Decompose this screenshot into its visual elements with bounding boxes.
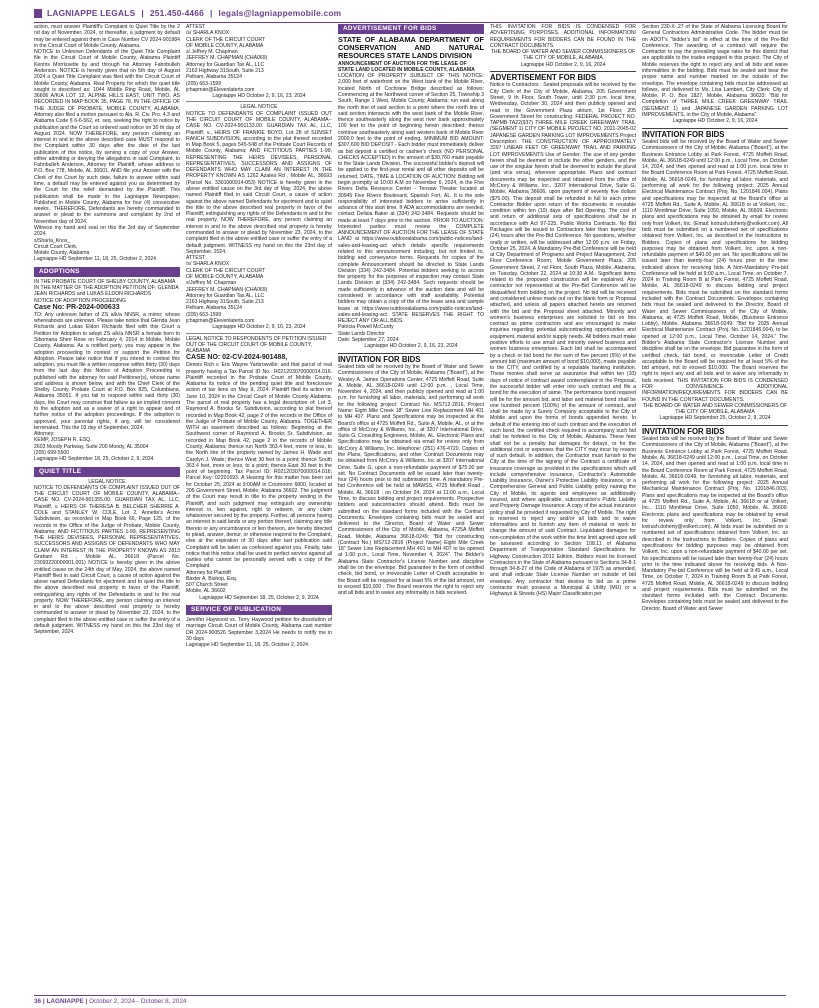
board-name: THE BOARD OF WATER AND SEWER COMMISSIONERS OF THE CITY OF MOBILE, ALABAMA [642, 402, 788, 416]
quiet-title-continuation: action, must answer Plaintiff's Complaint to Quiet Title by the 2 nd day of November, 2024, or thereafter, a judgment by default may be entered against them in Case Number CV 2024-901984 in the Circuit Court of Mobile County, Alabama. [34, 24, 180, 49]
signature-line: CLERK OF THE CIRCUIT COURT [186, 36, 266, 43]
adoption-address: 2603 Moody Parkway, Suite 200 Moody, AL 35004 [34, 443, 149, 450]
adoption-notice-title: NOTICE OF ADOPTION PROCEEDING [34, 297, 126, 304]
column-4 [490, 24, 636, 992]
footer-brand: LAGNIAPPE [46, 998, 84, 1005]
signature-line: Pelham, Alabama 35124 [186, 74, 243, 81]
invitation-for-bids-heading: INVITATION FOR BIDS [338, 354, 421, 364]
header-separator: | [210, 8, 213, 18]
publication-ref: Lagniappe HD October 2, 9, 16, 23, 2024 [364, 343, 458, 350]
page-header [34, 6, 786, 20]
witness-line: Witness my hand and seal on this the 3rd day of September 2024. [34, 225, 180, 238]
divider [338, 353, 484, 354]
column-3 [338, 24, 484, 992]
adoption-case-number: Case No: PR-2024-000633 [34, 303, 120, 311]
attest-label: ATTEST [186, 24, 206, 30]
signature-line: OF MOBILE COUNTY, ALABAMA [186, 273, 264, 280]
adoption-firm: KEMP, JOSEPH R. ESQ. [34, 437, 92, 444]
invitation-body: Sealed bids will be received by the Board of Water and Sewer Commissioners of the City of Mobile, Alabama ("Board"), at the Business Entrance Lobby at Park Forest, 4725 Moffett Road, Mobile, AL 36618-0249 until 12:00 p.m., Local Time, on October 14, 2024, and then opened and read at 1:00 p.m. local time in the Board Conference Room at Park Forest, 4725 Moffett Road, Mobile, AL 36618-0249, for furnishing all labor, materials, and performing all work for the following project: 2025 Annual Mechanical Maintenance Contract (Proj. No. 1201846.003). Plans and specifications may be inspected at the Board's office at 4725 Moffett Rd., Suite A, Mobile, AL 36618 or at Volkert, Inc., 1110 Montlimar Drive, Suite 1050, Mobile, AL 36609. Electronic plans and specifications may be obtained by email for review only from Volkert, Inc. (Email: kotrush.doherty@volkert.com). All bids must be submitted on a numbered set of specifications obtained from Volkert, Inc. as described in the Instructions to Bidders. Copies of plans and specifications for bidding purposes may be obtained from Volkert, Inc. upon a non-refundable payment of $40.00 per set. No specifications will be issued later than twenty-four (24) hours prior to the time indicated above for receiving bids. A Non-Mandatory Pre-bid Conference will be held at 9:45 a.m., Local Time, on October 7, 2024 in Training Room B at Park Forest, 4725 Moffett Road, Mobile, AL 36618-0249 to discuss bidding and project requirements. Bids must be submitted on the standard forms included with the Contract Documents. Envelopes containing bids must be sealed and delivered to the Director, Board of Water and Sewer [642, 436, 788, 612]
publication-ref: Lagniappe HD October 2, 9, 16, 23, 2024 [212, 324, 306, 331]
signature-line: (205) 663-1599 [186, 80, 222, 87]
publication-ref: Lagniappe HD September 11, 18, 25, October 2, 2024 [186, 642, 308, 649]
petition-body: Dennis Rich v. Eric Wayne Yarbrowville; and that parcel of real property having a Tax Parcel ID No.: R021203070000014.016. Plaintiff recorded in the Probate Court of Mobile County, Alabama its notice of the pending quiet title and foreclosure action of tax liens on May 9, 2024. Plaintiff filed its action on June 10, 2024 in the Circuit Court of Mobile County Alabama. The parcel of real property has a legal description of: Lot 3, Raymond A. Brooks Sr. Subdivision, according to plat thereof recorded in Map Book 42, page 2 of the records in the Office of the Judge of Probate of Mobile County, Alabama. TOGETHER WITH an easement described as follows: Beginning at the Southwest corner of Raymond A. Brooks Sr. Subdivision, as recorded in Map Book 42, page 2 in the records of Mobile County, Alabama; thence run North 363.4 feet, more or less, to the North line of the property owned by James H. Wade and Carolyn J. Wade; thence West 30 feet to a point; thence South 363.4 feet, more or less, to a point; thence East 30 feet to the point of beginning. Tax Parcel ID: R021203070000014.016; Parcel Key: 02201693. A Hearing for this matter has been set for October 25, 2024 at 9:00AM in Courtroom 6800, located at 205 Government Street, Mobile, Alabama 36602. The judgment of the Court may result in title to the property vesting in the Plaintiff, and such judgment may extinguish any ownership interest in, lien against, right to redeem, or any claim whatsoever secured by the property. Further, all persons having an interest in said lands or any portion thereof, claiming any title thereto or any encumbrance or lien thereon, are hereby directed to plead, answer, demur, or otherwise respond to the Complaint, else at the expiration of 30 days after last publication said Complaint will be taken as confessed against you. Finally, take notice that this notice shall be used to perfect service against all parties who cannot be personally served with a copy of the Complaint. [186, 362, 332, 570]
signature-line: CLERK OF THE CIRCUIT COURT [186, 267, 266, 274]
divider [642, 425, 788, 426]
adoption-attorney: Attorney: [34, 431, 55, 438]
signature-line: JEFFREY M. CHAPMAN (CHA069) [186, 286, 268, 293]
divider [186, 333, 332, 334]
advertisement-continuation: Section 230-X-.27 of the State of Alabama Licensing Board for General Contractors Administrative Code. The bidder must be on ADOT's "bidder's list" in effect at the time of the Pre-Bid Conference. The awarding of a contract will require the Contractor to pay the prevailing wage rates for this district that are applicable to the trades engaged in this project. The City of Mobile reserves the right to reject any and all bids and waive informalities in the bidding. Bids must be sealed and bear the proper name and number marked on the outside of the envelope. The envelope containing bids must be addressed as follows, and delivered to Ms. Lisa Lambert, City Clerk; City of Mobile, P. O. Box 1827, Mobile, Alabama 36633: "Bid for Completion of THREE MILE CREEK GREENWAY TRAIL (SEGMENT 1) and JAPANESE GARDEN PARKING LOT IMPROVEMENTS, in the City of Mobile, Alabama". [642, 24, 788, 118]
header-separator: | [141, 8, 144, 18]
invitation-body: Sealed bids will be received by the Board of Water and Sewer Commissioners of the City of Mobile, Alabama ("Board"), at the Wesley A. James Operations Center, 4725 Moffett Road, Suite A, Mobile, AL 36618-0249 until 12:00 p.m. , Local Time, November 4, 2024, and then publicly opened and read at 1:00 p.m. for furnishing all labor, materials, and performing all work for the following project: Contract No. MS712-2816, Project Name: Eight Mile Creek 18" Sewer Line Replacement MH 401 to MH 407. Plans and Specifications may be inspected at the Board's office at 4725 Moffett Rd., Suite A, Mobile, AL, or at the office of McCrory & Williams, Inc., at 3207 International Drive, Suite G, Consulting Engineers, Mobile, AL. Electronic Plans and Specifications may be obtained via email for review only from McCrory & Williams, Inc. telephone: (251) 476-4720. Copies of the Plans, Specifications, and other Contract Documents may be obtained from McCrory & Williams, Inc at 3207 International Drive, Suite G, upon a non-refundable payment of $75.00 per set. No Contract Documents will be issued later than twenty-four (24) hours prior to bid submission time. A mandatory Pre-bid Conference will be held at MAWSS, 4725 Moffett Road , Mobile, AL 36618 , on October 24, 2024 at 11:00 a.m., Local Time, to discuss bidding and project requirements. Prospective bidders and subcontractors should attend. Bids must be submitted on the standard forms included with the Contract Documents. Envelopes containing bids must be sealed and delivered to the Director, Board of Water and Sewer Commissioners of the City of Mobile, Alabama, 4725A Moffett Road, Mobile, Alabama 36618-0249: "Bid for constructing (Contract No.) MS712-2816 (Project Name) Eight Mile Creek 18" Sewer Line Replacement MH 401 to MH 407 to be opened at 1:00 p.m., Local Time, November 4, 2024". The Bidder's Alabama State Contractor's License Number and discipline shall be on the envelope. Bid guarantee in the form of certified check, bid bond, or irrevocable Letter of Credit acceptable to the Board will be required for at least 5% of the bid amount, not to exceed $10,000 . The Board reserves the right to reject any and all bids and to waive any informality in bids received. [338, 364, 484, 597]
divider [490, 71, 636, 72]
petition-notice-title: LEGAL NOTICE TO RESPONDENTS OF PETITION ISSUED OUT OF THE CIRCUIT COURT OF MOBILE COUNTY, ALABAMA [186, 335, 327, 355]
header-rule [34, 22, 786, 23]
signature-email: jchapman@Elevenlaterts.com [186, 317, 255, 324]
divider [186, 101, 332, 102]
column-5 [642, 24, 788, 992]
adoption-matter: IN THE MATTER OF THE ADOPTION PETITION OF: GLENDA JEAN RICHARDS and LUKAS ELDON RICHARDS [34, 284, 179, 298]
advertisement-body: Notice to Contractors : Sealed proposals will be received by the City Clerk of the City of Mobile, Alabama, 205 Government Street, 9 th Floor, South Tower, until 2:30 p.m. local time, Wednesday, October 30, 2024 and then publicly opened and read in the Government Plaza atrium, 1st Floor, 205 Government Street for constructing: FEDERAL PROJECT NO. TAPMB-TA22(937) THREE MILE CREEK GREENWAY TRAIL (SEGMENT 1) CITY OF MOBILE PROJECT NO. 2021-2045-02 JAPANESE GARDEN PARKING LOT IMPROVEMENTS Project Description: THE CONSTRUCTION OF APPROXIMATELY 3297 LINEAR FEET OF GREENWAY TRAIL AND PARKING LOT IMPROVEMENTS Use of Gender. The use of any gender herein shall be deemed or include the other genders, and the use of the singular herein shall be deemed to include the plural (and vice versa), wherever appropriate. Plans and contract documents may be inspected and obtained from the office of McCrory & Williams, Inc., 3207 International Drive, Suite G, Mobile, Alabama 36606, upon payment of seventy five dollars ($75.00). This deposit shall be refunded in full to each prime Contractor Bidder upon return of the documents in reusable condition within ten (10) days after Bid Opening. The cost of and return of additional sets of specifications shall be in accordance with Act 97-225, Public Works Contracts. No Bid Packages will be issued to Contractors later than twenty-four (24) hours after the Pre-Bid Conference. No questions, whether orally or written, will be addressed after 12:00 p.m. on Friday, October 25, 2024. A Mandatory Pre-Bid Conference will be held at City Department of Programs and Project Management, 2nd Floor Conference Room, Mobile Government Plaza, 205 Government Street, 2 nd Floor, South Plaza, Mobile, Alabama, on Tuesday, October 22, 2024 at 10:30 A.M.. Significant items related to the proposed construction will be explained. Any contractor not represented at the Pre-Bid Conference will be disqualified from bidding on the project. No bid will be received and considered unless made out on the blank form or Proposal attached, and unless all papers attached hereto are returned with the bid and the Proposal sheet attached. Minority and women's business enterprises are solicited to bid on this contract as prime contractors and are encouraged to make inquiries regarding potential subcontracting opportunities and equipment, material and/or supply needs. All bidders must make positive efforts to use small and minority owned business and women business enterprises. Each bid shall be accompanied by a check or bid bond for the sum of five percent (5%) of the amount bid (maximum amount of bond $10,000), made payable to the CITY, and certified by a reputable banking institution. These monies shall serve as assurance that within ten (10) days of notice of contract award contemplated in the Proposal, the successful bidder will enter into such contract and file a bond for the execution of same. The performance bond required will be for the amount bid, and labor and material bond shall be one hundred percent (100%) of the amount of contract, and shall be made by a Surety Company acceptable to the City of Mobile and upon the forms of bonds appended hereto. In default of the entering into of such contract and the execution of such bond, the certified check required to accompany such bid shall be forfeited to the City of Mobile, Alabama. These fees shall not be a penalty but damages for delays, or for the additional cost or expenses that the CITY may incur by reason of such default. In addition, the Contractor must furnish to the City at the time of the signing of the Contract a certificate of insurance coverage as provided in the specifications which will include comprehensive insurance, Contractor's Automobile Liability Insurance, Owner's Protective Liability Insurance, or a Comprehensive General and Public Liability policy naming the City of Mobile, its agents and employees as additionally insured, and where applicable, subcontractor's Public Liability and Property Damage Insurance. A copy of the actual insurance policy shall be provided if requested by City of Mobile. The right is reserved to reject any and/or all bids and to waive informalities and to furnish any item of material or work to change the amount of said Contract. Liquidated damages for non-completion of the work within the time limit agreed upon will be assessed according to Section 108.11 of Alabama Department of Transportation Standard Specifications for Highway Construction 2012 Edition. Bidders must be licensed Contractors in the State of Alabama pursuant to Sections 34-8-1 through 34-8-27 of the Code of Alabama of 1975 as amended, and shall indicate State License Number on outside of bid envelope. Any contractor that desires to bid as a prime contractor must possess a Municipal & Utility (MU) or a Highways & Streets (HS) Major Classification per [490, 82, 636, 598]
advertisement-for-bids-heading: ADVERTISEMENT FOR BIDS [490, 72, 597, 82]
section-banner-service-of-publication: SERVICE OF PUBLICATION [186, 605, 332, 615]
signature-line: Patricia Powell McCurdy [338, 324, 394, 331]
signature-line: JEFFREY M. CHAPMAN (CHA069) [186, 55, 268, 62]
signature-email: jchapman@Elevenlaterts.com [186, 86, 255, 93]
header-email[interactable]: legals@lagniappemobile.com [218, 8, 342, 18]
legal-notice-body: NOTICE TO DEFENDANTS OF COMPLAINT ISSUED OUT THE CIRCUIT COURT OF MOBILE COUNTY, ALABAMA--CASE NO. CV-2024-901133.00. GUARDIAN TAX AL, LLC, Plaintiff, v., HEIRS OF FRANKIE BOYD, Lot 28 of SUNSET RANCH SUBDIVISION, according to the plat thereof recorded in Map Book 5, pages 545-548 of the Probate Court Records of Mobile County, Alabama; AND FICTITIOUS PARTIES 1-99, REPRESENTING THE HEIRS DEVISEES, PERSONAL REPRESENTATIVES, SUCCESSORS AND ASSIGNS OF DEFENDANTS WHO MAY CLAIM AN INTEREST IN THE PROPERTY KNOWN AS 1262 Azalea Rd , Mobile AL, 36693 (Parcel No. 3301000914-053) NOTICE is hereby given in the above entitled cause on the 3rd day of May, 2024, the above named Plaintiff filed in said Circuit Court, a cause of action against the above named Defendants for ejectment and to quiet the title to the above described real property in favor of the Plaintiff, extinguishing any rights of the Defendants in and to the real property. NOW THEREFORE, any person claiming an interest in and to the above described real property is hereby commanded to answer or plead by November 23, 2024, to the complaint filed in the above entitled case or suffer the entry of a default judgment. WITNESS my hand on this the 23rd day of September, 2024. [186, 110, 332, 255]
signature-line: Date: September 27, 2024 [338, 336, 399, 343]
publication-ref: Lagniappe HD September 11, 18, 25, October 2, 2024 [34, 256, 156, 263]
signature-line: s/Sharla_Knox_ [34, 237, 71, 244]
publication-ref: Lagniappe HD October 2, 9, 16, 2024 [672, 118, 758, 125]
signature-line: State Lands Director [338, 330, 385, 337]
signature-line: Mobile County, Alabama [34, 250, 90, 257]
attorney-line: Mobile, AL 36602 [186, 588, 226, 595]
invitation-body: Sealed bids will be received by the Board of Water and Sewer Commissioners of the City of Mobile, Alabama ("Board"), at the Business Entrance Lobby at Park Forest, 4725 Moffett Road, Mobile, AL 36618-0249 until 12:00 p.m., Local Time, on October 14, 2024, and then opened and read at 1:00 p.m. local time in the Board Conference Room at Park Forest, 4725 Moffett Road, Mobile, AL 36618-0249, for furnishing all labor, materials, and performing all work for the following project: 2025 Annual Electrical Maintenance Contract (Proj. No. 1201846.004). Plans and specifications may be inspected at the Board's office at 4725 Moffett Rd., Suite A, Mobile, AL 36618 or at Volkert, Inc., 1110 Montlimar Drive, Suite 1050, Mobile, AL 36609. Electronic plans and specifications may be obtained by email for review only from Volkert, Inc. (Email: kotrush.doherty@volkert.com). All bids must be submitted on a numbered set of specifications obtained from Volkert, Inc. as described in the Instructions to Bidders. Copies of plans and specifications for bidding purposes may be obtained from Volkert, Inc. upon a non-refundable payment of $40.00 per set. No specifications will be issued later than twenty-four (24) hours prior to the time indicated above for receiving bids. A Non-Mandatory Pre-bid Conference will be held at 9:00 a.m., Local Time, on October 7, 2024 in Training Room B at Park Forest, 4725 Moffett Road, Mobile, AL 36618-0249 to discuss bidding and project requirements. Bids must be submitted on the standard forms included with the Contract Documents. Envelopes containing bids must be sealed and delivered to the Director, Board of Water and Sewer Commissioners of the City of Mobile, Alabama, at 4725 Moffett Road, Mobile, (Business Entrance Lobby), Mobile, Alabama 36618-0249: "Bid for 2025 Annual Electrical Maintenance Contract (Proj. No. 1201846.004), to be opened at 12:00 p.m., Local Time, October 14, 2024." The Bidder's Alabama State Contractor's License Number and discipline shall be on the envelope. Bid guarantee in the form of certified check, bid bond, or irrevocable Letter of Credit acceptable to the Board will be required for at least 5% of the bid amount, not to exceed $10,000. The Board reserves the right to reject any and all bids and to waive any informality in bids received. THIS INVITATION FOR BIDS IS CONDENSED FOR CONVENIENCE. ADDITIONAL INFORMATION/REQUIREMENTS FOR BIDDERS CAN BE FOUND IN THE CONTRACT DOCUMENTS. [642, 139, 788, 403]
footer-separator: | [85, 998, 90, 1005]
adoption-body: TO: Any unknown father of ZS a/k/a NNSR, a minor; whose whereabouts are unknown. Please take notice that Glenda Jean Richards and Lukas Eldon Richards filed with this Court a Petition for Adoption to adopt ZS a/k/a NNSR a female born to Sibomana Sheri Rose on February 4, 2014 in Mobile, Mobile County, Alabama. As a notified party, you may appear in the adoption proceeding to contest or support the Petition for Adoption. Please take notice that if you intend to contest this adoption, you must file a written response within thirty (30) days from the last day this Notice of Adoption Proceeding is published with the attorney for said Petitioner(s), whose name and address is shown below, and with the Chief Clerk of the Shelby County Probate Court at P.O. Box 825, Columbiana, Alabama 35051. If you fail to respond within said thirty (30) days, the Court may construe that failure as an implied consent to the adoption and as a waiver of a right to appear and of further notice of the adoption proceedings. If the adoption is approved, your parental rights, if any, will be considered terminated. This the 03 day of September, 2024. [34, 311, 180, 431]
divider [642, 128, 788, 129]
publication-ref: Lagniappe HD October 2, 9, 16, 2024 [520, 61, 606, 68]
section-banner-adoptions: ADOPTIONS [34, 267, 180, 277]
publication-ref: Lagniappe HD October 2, 9, 16, 23, 2024 [212, 93, 306, 100]
signature-line: Attorney for Guardian Tax AL, LLC [186, 292, 265, 299]
quiet-title-notice: NOTICE to Unknown Defendants of the Quiet Title Complaint file in the Circuit Court of Mobile County, Alabama Plaintiff Kentris Morrissette by and through his Attorney Fahnbulleh Anderson. NOTICE is hereby given that on 5th day of August 2024 a Quiet Title Complaint was filed with the Circuit Court of Mobile County, Alabama. Real Property for which the quiet title sought is described as: 1044 Middle Ring Road, Mobile, AL 36606 A/K/A LOT 12, ALPINE HILLS EAST, UNIT TWO, AS RECORDED IN MAP BOOK 35, PAGE 78, IN THE OFFICE OF THE JUDGE OF PROBATE, MOBILE COUNTY, ALABAMA. Attorney also filed a motion pursuant to Ala. R. Civ. Pro. 4.3 and Alabama Code § 6-6-562, et. seq. seeking the right to notice by publication and the Court so ordered said notice on 30 th day of August 2024. NOW THEREFORE, any person claiming an interest in and to the above described case MUST respond to the Complaint within 30 days after the date of the last publication of this notice, by serving a copy of your Answer, either admitting or denying the allegations in said Complaint, to Fahnbulleh Anderson, Attorney for Plaintiff, whose address is P.O. Box 778, Mobile, AL 36601, AND file your Answer with the Clerk of the Court by such date, failure to answer within said time, a default may be entered against you as determined by the Court for the relief demanded by the Plaintiff. This publication shall be made in the Lagniappe Newspaper, Published in Mobile County, Alabama for four (4) consecutive weeks.. THEREFORE, Defendants are hereby commanded to answer or plead to the summons and complaint by 2nd of November day of 2024. [34, 49, 180, 225]
attorney-line: 507 Church Street [186, 582, 228, 589]
footer-dates: October 2, 2024 - October 8, 2024 [89, 998, 187, 1005]
section-banner-advertisement-for-bids: ADVERTISEMENT FOR BIDS [338, 24, 484, 34]
header-phone: 251.450-4466 [149, 8, 204, 18]
service-body: Jennifer Haywood vs. Terry Haywood petition for dissolution of marriage Circuit Court of Mobile County, Alabama cast number DR 2024-900526 September 3,2024 He needs to notify me in 30 days [186, 617, 332, 642]
signature-line: (205) 663-1599 [186, 311, 222, 318]
attorney-line: Attorney for Plaintiff [186, 569, 231, 576]
column-1 [34, 24, 180, 992]
page-number: 36 [34, 998, 42, 1005]
publication-ref: Lagniappe HD September 18, 25, October 2, 9, 2024 [34, 456, 154, 463]
legal-notice-heading: LEGAL NOTICE [88, 478, 126, 485]
publication-ref: Lagniappe HD September 18, 25, October 2, 9, 2024 [199, 594, 319, 601]
header-square-icon [34, 9, 42, 18]
signature-line: /s/ SHARLA KNOX [186, 261, 230, 268]
section-banner-quiet-title: QUIET TITLE [34, 467, 180, 477]
board-name: THE BOARD OF WATER AND SEWER COMMISSIONERS OF THE CITY OF MOBILE, ALABAMA [490, 49, 636, 62]
state-department-title: STATE OF ALABAMA DEPARTMENT OF CONSERVATION AND NATURAL RESOURCES STATE LANDS DIVISION [338, 35, 484, 61]
column-2 [186, 24, 332, 992]
publication-ref: Lagniappe HD September 25, October 2, 9, 2024 [659, 415, 771, 422]
signature-line: Circuit Court Clerk, [34, 243, 78, 250]
signature-line: s/ Jeffrey M. Chapman [186, 49, 238, 56]
invitation-condensed-note: THIS INVITATION FOR BIDS IS CONDENSED FOR ADVERTISING PURPOSES. ADDITIONAL INFORMATION/ REQUIREMENTS FOR BIDDERS CAN BE FOUND IN THE CONTRACT DOCUMENTS. [490, 24, 636, 49]
attest-label: ATTEST [186, 255, 206, 262]
auction-body: LOCATION OF PROPERTY SUBJECT OF THIS NOTICE: 2,000 feet of waterfront on the West bank of the Mobile River, located North of Cochrane Bridge described as follows: Commencing at the Northwest corner of Section 25, Township 3 South, Range 1 West, Mobile County, Alabama; run east along the north line of said section to a point where the north line of said section intersects with the west bank of the Mobile River, thence southeasterly along the west river bank approximately 100 feet to the point of beginning herein described; thence continue southeasterly along said western bank of Mobile River 2000.0 feet to the point of ending. MINIMUM BID AMOUNT: $307,600 BID DEPOSIT - Each bidder must immediately deliver as bid deposit a certified or cashier's check (NO PERSONAL CHECKS ACCEPTED) in the amount of $30,760 made payable to the State Lands Division. The successful bidder's deposit will be applied to the first-year rental and all other deposits will be returned. DATE, TIME & LOCATION OF AUCTION: Bidding will begin promptly at 10:00 A.M on November 6, 2024, in the Five Rivers Delta Resource Center - Tensaw Theater located at 30945 Five Rivers Boulevard, Spanish Fort, AL. It is the sole responsibility of interested bidders to arrive sufficiently in advance of this start time. If ADA accommodations are needed, contact Delisia Baker at (334) 242-3484. Requests should be made at least 7 days prior to the auction. PRIOR TO AUCTION: Interested parties must review the COMPLETE ANNOUNCEMENT OF AUCTION FOR THE LEASE OF STATE LAND at https://www.outdooralabama.com/public-notices/land-sales-and-leasing-act which details specific requirements related to this announcement including, but not limited to, bidding and conveyance terms. Requests for copies of the complete Announcement should be directed to State Lands Division (334) 242-3484. Potential bidders seeking to access the property for the purposes of inspection may contact State Lands Division at (334) 242-3484. Such requests should be made sufficiently in advance of the auction date and will be considered in accordance with staff availability. Potential bidders may obtain a copy of the of the lease area and sample lease at https://www.outdooralabama.com/public-notices/land-sales-and-leasing-act. STATE RESERVES THE RIGHT TO REJECT ANY OR ALL BIDS. [338, 73, 484, 325]
quiet-title-body: NOTICE TO DEFENDANTS OF COMPLAINT ISSUED OUT OF THE CIRCUIT COURT OF MOBILE COUNTY, ALABAMA-- CASE NO. CV-2024-901355.00. GUARDIAN TAX AL, LLC, Plaintiff, v. HEIRS OF THERESA B. BELCHER SHERRIE A. COLE and STANLEY W. COLE, Lot 2, Annette's Acres Subdivision, as recorded in Map Book 66, Page 125, of the records in the Office of the Judge of Probate, Mobile County, Alabama; AND FICTITIOUS PARTIES 1-99, REPRESENTING THE HEIRS DEVISEES, PERSONAL REPRESENTATIVES, SUCCESSORS AND ASSIGNS OF DEFENDANTS WHO MAY CLAIM AN INTEREST IN THE PROPERTY KNOWN AS 2813 Graham Rd , Mobile AL, 36618 (Parcel No. 23093220000001.001) NOTICE is hereby given in the above entitled cause on the 24th day of May, 2024, the above named Plaintiff filed in said Circuit Court, a cause of action against the above named Defendants for ejectment and to quiet the title to the above described real property in favor of the Plaintiff, extinguishing any rights of the Defendants in and to the real property. NOW THEREFORE, any person claiming an interest in and to the above described real property is hereby commanded to answer or plead by November 23, 2024, to the complaint filed in the above entitled case or suffer the entry of a default judgment. WITNESS my hand on this the 23rd day of September, 2024. [34, 484, 180, 636]
invitation-for-bids-heading: INVITATION FOR BIDS [642, 129, 725, 139]
signature-line: s/Jeffrey M. Chapman [186, 280, 237, 287]
petition-case-number: CASE NO: 02-CV-2024-901488, [186, 354, 288, 362]
signature-line: Pelham, Alabama 35124 [186, 305, 243, 312]
signature-line: Attorney for Guardian Tax AL, LLC [186, 61, 265, 68]
attorney-line: Baxter A. Bishop, Esq. [186, 575, 238, 582]
footer-separator: | [42, 998, 47, 1005]
signature-line: /s/ SHARLA KNOX [186, 30, 230, 37]
legal-notice-heading: LEGAL NOTICE [240, 104, 278, 111]
auction-announcement: ANNOUNCEMENT OF AUCTION FOR THE LEASE OF STATE LAND LOCATED IN MOBILE COUNTY, ALABAMA [338, 60, 475, 73]
signature-line: 2163 Highway 31South, Suite 213 [186, 299, 264, 306]
signature-line: OF MOBILE COUNTY, ALABAMA [186, 42, 264, 49]
page-footer [34, 995, 786, 1007]
invitation-for-bids-heading: INVITATION FOR BIDS [642, 426, 725, 436]
adoption-phone: (205) 699-5500 [34, 450, 70, 456]
adoption-court: IN THE PROBATE COURT OF SHELBY COUNTY, ALABAMA [34, 278, 176, 285]
header-title: LAGNIAPPE LEGALS [47, 8, 136, 18]
signature-line: 2163 Highway 31South, Suite 213 [186, 67, 264, 74]
